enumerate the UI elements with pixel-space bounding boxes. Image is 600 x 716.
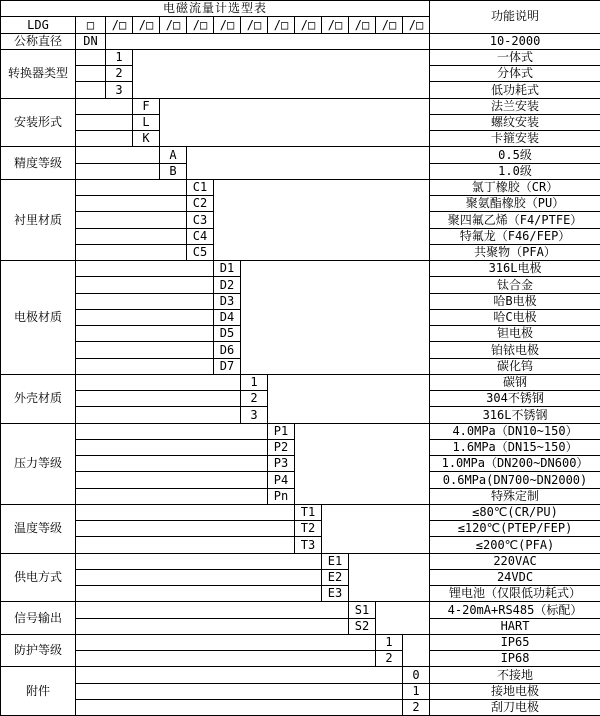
order-slot: /□ [106, 17, 133, 33]
code-cell: C3 [187, 212, 214, 228]
function-cell: 聚氨酯橡胶（PU） [430, 196, 600, 212]
order-slot: /□ [241, 17, 268, 33]
code-cell: P1 [268, 423, 295, 439]
function-cell: 24VDC [430, 569, 600, 585]
spacer-cell [76, 537, 295, 553]
diameter-code: DN [76, 33, 106, 49]
block-label: 信号输出 [1, 602, 76, 635]
spacer-cell [76, 326, 214, 342]
function-cell: 0.6MPa(DN700~DN2000) [430, 472, 600, 488]
code-cell: 2 [376, 651, 403, 667]
code-cell: S2 [349, 618, 376, 634]
spacer-cell [76, 163, 160, 179]
spacer-cell [76, 667, 403, 683]
code-cell: S1 [349, 602, 376, 618]
function-cell: 碳化钨 [430, 358, 600, 374]
order-box: □ [76, 17, 106, 33]
code-cell: F [133, 98, 160, 114]
function-cell: ≤80℃(CR/PU) [430, 504, 600, 520]
function-cell: ≤120℃(PTEP/FEP) [430, 521, 600, 537]
spacer-cell [76, 521, 295, 537]
diameter-label: 公称直径 [1, 33, 76, 49]
block-label: 电极材质 [1, 261, 76, 375]
function-cell: HART [430, 618, 600, 634]
code-cell: T3 [295, 537, 322, 553]
function-cell: 1.0MPa（DN200~DN600） [430, 456, 600, 472]
spacer-cell [76, 66, 106, 82]
spacer-cell [76, 131, 133, 147]
model-prefix: LDG [1, 17, 76, 33]
spacer-cell [106, 33, 430, 49]
spacer-cell [376, 602, 430, 635]
spacer-cell [76, 212, 187, 228]
function-cell: 不接地 [430, 667, 600, 683]
function-cell: 316L不锈钢 [430, 407, 600, 423]
code-cell: C4 [187, 228, 214, 244]
function-cell: 聚四氟乙烯（F4/PTFE） [430, 212, 600, 228]
function-cell: 螺纹安装 [430, 114, 600, 130]
function-cell: 低功耗式 [430, 82, 600, 98]
function-cell: 316L电极 [430, 261, 600, 277]
function-cell: 锂电池（仅限低功耗式） [430, 586, 600, 602]
code-cell: 1 [106, 49, 133, 65]
code-cell: A [160, 147, 187, 163]
block-label: 附件 [1, 667, 76, 716]
function-cell: ≤200℃(PFA) [430, 537, 600, 553]
spacer-cell [133, 49, 430, 98]
block-label: 转换器类型 [1, 49, 76, 98]
function-cell: 哈C电极 [430, 309, 600, 325]
spacer-cell [76, 179, 187, 195]
spacer-cell [76, 358, 214, 374]
code-cell: D2 [214, 277, 241, 293]
block-label: 温度等级 [1, 504, 76, 553]
table-title: 电磁流量计选型表 [1, 1, 430, 17]
spacer-cell [76, 683, 403, 699]
spacer-cell [322, 504, 430, 553]
block-label: 压力等级 [1, 423, 76, 504]
spacer-cell [76, 407, 241, 423]
order-slot: /□ [268, 17, 295, 33]
spacer-cell [241, 261, 430, 375]
code-cell: D4 [214, 309, 241, 325]
code-cell: E3 [322, 586, 349, 602]
function-cell: 特殊定制 [430, 488, 600, 504]
block-label: 外壳材质 [1, 374, 76, 423]
spacer-cell [76, 634, 376, 650]
spacer-cell [76, 602, 349, 618]
code-cell: 2 [241, 391, 268, 407]
function-cell: 304不锈钢 [430, 391, 600, 407]
function-cell: 4.0MPa（DN10~150） [430, 423, 600, 439]
spacer-cell [268, 374, 430, 423]
order-slot: /□ [133, 17, 160, 33]
block-label: 防护等级 [1, 634, 76, 667]
function-column-header: 功能说明 [430, 1, 600, 34]
function-cell: 0.5级 [430, 147, 600, 163]
order-slot: /□ [322, 17, 349, 33]
function-cell: 刮刀电极 [430, 699, 600, 715]
code-cell: D3 [214, 293, 241, 309]
spacer-cell [76, 699, 403, 715]
spacer-cell [76, 439, 268, 455]
function-cell: 碳钢 [430, 374, 600, 390]
block-label: 供电方式 [1, 553, 76, 602]
spacer-cell [76, 423, 268, 439]
order-slot: /□ [187, 17, 214, 33]
spacer-cell [76, 586, 322, 602]
code-cell: T1 [295, 504, 322, 520]
spacer-cell [76, 342, 214, 358]
spacer-cell [349, 553, 430, 602]
function-cell: 氯丁橡胶（CR） [430, 179, 600, 195]
code-cell: 1 [241, 374, 268, 390]
spacer-cell [214, 179, 430, 260]
spacer-cell [76, 488, 268, 504]
spacer-cell [403, 634, 430, 667]
spacer-cell [76, 82, 106, 98]
spacer-cell [76, 504, 295, 520]
code-cell: 3 [106, 82, 133, 98]
code-cell: C5 [187, 244, 214, 260]
code-cell: D6 [214, 342, 241, 358]
order-slot: /□ [403, 17, 430, 33]
spacer-cell [295, 423, 430, 504]
spacer-cell [76, 114, 133, 130]
function-cell: IP68 [430, 651, 600, 667]
spacer-cell [76, 374, 241, 390]
spacer-cell [76, 569, 322, 585]
function-cell: 4-20mA+RS485（标配） [430, 602, 600, 618]
function-cell: 接地电极 [430, 683, 600, 699]
order-slot: /□ [214, 17, 241, 33]
diameter-range: 10-2000 [430, 33, 600, 49]
code-cell: B [160, 163, 187, 179]
code-cell: 1 [376, 634, 403, 650]
function-cell: 1.0级 [430, 163, 600, 179]
spacer-cell [76, 293, 214, 309]
code-cell: D5 [214, 326, 241, 342]
function-cell: 共聚物（PFA） [430, 244, 600, 260]
spacer-cell [76, 196, 187, 212]
spacer-cell [76, 309, 214, 325]
code-cell: 0 [403, 667, 430, 683]
spacer-cell [160, 98, 430, 147]
spacer-cell [76, 651, 376, 667]
block-label: 精度等级 [1, 147, 76, 180]
code-cell: L [133, 114, 160, 130]
order-slot: /□ [376, 17, 403, 33]
code-cell: Pn [268, 488, 295, 504]
spacer-cell [76, 618, 349, 634]
function-cell: 220VAC [430, 553, 600, 569]
code-cell: D7 [214, 358, 241, 374]
spacer-cell [76, 228, 187, 244]
spacer-cell [76, 277, 214, 293]
function-cell: 1.6MPa（DN15~150） [430, 439, 600, 455]
function-cell: 卡箍安装 [430, 131, 600, 147]
spacer-cell [76, 456, 268, 472]
code-cell: 1 [403, 683, 430, 699]
code-cell: P2 [268, 439, 295, 455]
spacer-cell [76, 98, 133, 114]
function-cell: 钽电极 [430, 326, 600, 342]
code-cell: K [133, 131, 160, 147]
code-cell: E2 [322, 569, 349, 585]
spacer-cell [76, 553, 322, 569]
spacer-cell [76, 244, 187, 260]
spacer-cell [76, 391, 241, 407]
code-cell: C2 [187, 196, 214, 212]
function-cell: 哈B电极 [430, 293, 600, 309]
code-cell: P3 [268, 456, 295, 472]
code-cell: P4 [268, 472, 295, 488]
order-slot: /□ [295, 17, 322, 33]
function-cell: 钛合金 [430, 277, 600, 293]
spacer-cell [76, 472, 268, 488]
code-cell: E1 [322, 553, 349, 569]
order-slot: /□ [349, 17, 376, 33]
code-cell: T2 [295, 521, 322, 537]
spacer-cell [187, 147, 430, 180]
spacer-cell [76, 49, 106, 65]
code-cell: 2 [403, 699, 430, 715]
order-slot: /□ [160, 17, 187, 33]
code-cell: 3 [241, 407, 268, 423]
spacer-cell [76, 261, 214, 277]
code-cell: 2 [106, 66, 133, 82]
function-cell: 分体式 [430, 66, 600, 82]
block-label: 安装形式 [1, 98, 76, 147]
block-label: 衬里材质 [1, 179, 76, 260]
function-cell: 铂铱电极 [430, 342, 600, 358]
code-cell: D1 [214, 261, 241, 277]
code-cell: C1 [187, 179, 214, 195]
function-cell: 法兰安装 [430, 98, 600, 114]
function-cell: 特氟龙（F46/FEP） [430, 228, 600, 244]
function-cell: 一体式 [430, 49, 600, 65]
function-cell: IP65 [430, 634, 600, 650]
spacer-cell [76, 147, 160, 163]
